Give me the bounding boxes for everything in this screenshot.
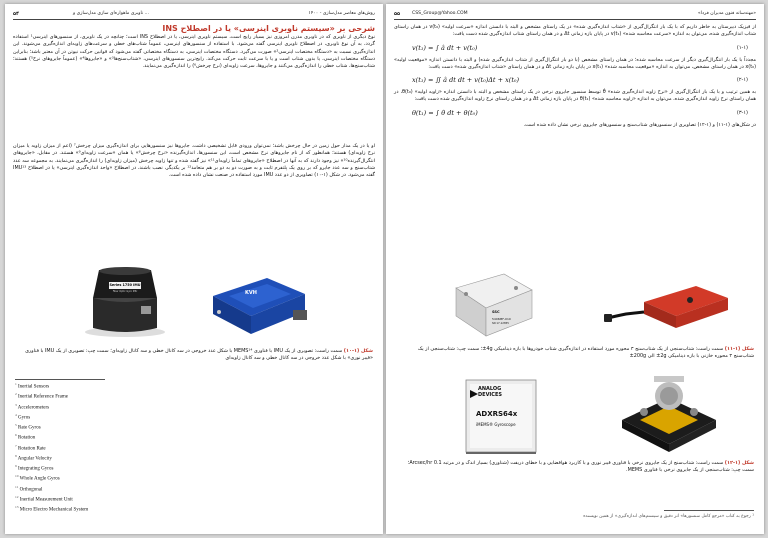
- right-header-email: CSS_Group@Yahoo.COM: [412, 11, 468, 16]
- footnote-text: Micro Electro Mechanical System: [18, 507, 89, 513]
- equation-3-formula: θ(t₁) = ∫ θ̇ dt + θ(t₀): [412, 108, 478, 117]
- figure-1-10-caption: [15, 348, 373, 362]
- gyro-mems-adxrs-image: [460, 376, 542, 456]
- equation-1: [394, 39, 756, 57]
- equation-2-number: (۲-۱): [736, 77, 748, 84]
- accel-model-label: 5406MF-010: [492, 317, 511, 321]
- figure-1-12-number: شکل (۱-۱۲): [724, 460, 754, 466]
- footnote-item: [15, 473, 88, 483]
- ins-paragraph-2: او یا در یک مدار حول زمین در حال چرخش باشد؛ نمی‌توان ورودی قابل تشخیصی داشت. جایروها نیز سنسورهایی برای اندازه‌گیری میزان چرخش⁷ (اعم از میزان زاویه یا میزان نرخ زاویه‌ای) هستند؛ همانطور که از نام جایروهای نرخ مشخص است، این سنسورها، اندازه‌گیرنده «نرخ چرخش⁸» یا همان «سرعت زاویه‌ای⁹» هستند. در مقابل، «جایروهای انتگرال‌گیرنده¹⁰» نیز وجود دارند که به آنها در اصطلاح «جایروهای تماماً زاویه‌ای¹¹» نیز گفته شده و تنها زاویه چرخش (میزان زاویه‌ای) را اندازه‌گیری می‌نمایند. به مجموعه سه عدد شتاب‌سنج و سه عدد جایرو که بر روی یک پلتفرم ثابت و به صورت دو به دو بر هم متعامد¹² بر یکدیگر، نصب باشند، در اصطلاح «واحد اندازه‌گیری اینرسی» یا در اصطلاح IMU¹³ گفته می‌شود. در شکل (۱-۱۰) تصاویری از دو عدد IMU مورد استفاده در صنعت نشان داده شده است.: [13, 143, 375, 179]
- footnote-text: Integrating Gyros: [16, 466, 54, 472]
- right-page-number: ۵۵: [394, 11, 401, 17]
- footnote-text: Rotation: [16, 435, 36, 441]
- footnote-text: Orthogonal: [18, 487, 43, 493]
- figures-intro-paragraph: در شکل‌های (۱-۱۱) و (۱-۱۲) تصاویری از سنسورهای شتاب‌سنج و سنسورهای جایروی نرخی نشان داده شده است.: [523, 121, 756, 128]
- footnote-number: 6: [15, 433, 17, 438]
- footnote-item: [15, 432, 88, 442]
- footnote-item: [15, 494, 88, 504]
- gyro-fiber-optic-image: [614, 372, 724, 460]
- left-header-right: روش‌های معاصر مدل‌سازی - ۱۴۰۰: [308, 11, 375, 16]
- footnote-item: [15, 381, 88, 391]
- imu-mems-kvh-image: [205, 266, 313, 340]
- figure-1-12-caption: [396, 460, 754, 474]
- ins-paragraph-1: نوع دیگری از ناوبری که در ناوبری مدرن امروزی نیز بسیار رایج است، سیستم ناوبری اینرسی، یا در اصطلاح INS است؛ چنانچه در یک ناوبری، از سنسورهای اینرسی¹ استفاده گردد، به آن نوع ناوبری، در اصطلاح ناوبری اینرسی گفته می‌شود. با استفاده از سنسورهای اینرسی، عموماً شتاب‌های خطی و سرعت‌های زاویه‌ای اندازه‌گیری می‌شوند. این اندازه‌گیری نسبت به «دستگاه مختصات اینرسی²» صورت می‌گیرد. دستگاه مختصات اینرسی، به دستگاه مختصاتی گفته می‌شود که قوانین حرکت نیوتن در آن معتبر باشد؛ بنابراین دستگاه مختصات اینرسی، یا بدون شتاب است و یا با سرعت ثابت حرکت می‌کند. رایج‌ترین سنسورهای اینرسی، «شتاب‌سنج‌ها³» و «جایروها⁴» (عموماً جایروهای نرخ⁵) هستند؛ شتاب‌سنج‌ها، شتاب خطی را اندازه‌گیری می‌کنند و جایروها، سرعت زاویه‌ای (نرخ چرخش⁶) را اندازه‌گیری می‌نمایند.: [13, 34, 375, 70]
- footnote-number: 5: [15, 423, 17, 427]
- equation-2: [394, 71, 756, 89]
- footnote-number: 1: [15, 382, 17, 386]
- accelerometer-capacitive-image: [446, 266, 538, 340]
- footnote-item: [15, 391, 88, 401]
- left-page-header: [13, 10, 375, 20]
- imu-fiber-optic-image: [79, 262, 171, 338]
- footnote-text: Inertial Reference Frame: [16, 394, 68, 400]
- footnote-number: 13: [15, 505, 19, 509]
- footnote-text: Inertial Measurement Unit: [18, 497, 73, 503]
- footnote-number: 8: [15, 453, 17, 458]
- imu1-sub-label: Fiber Optic Gyro IMU: [112, 290, 138, 293]
- accelerometer-automotive-image: [604, 276, 732, 336]
- footnote-item: [15, 402, 88, 412]
- footnote-item: [15, 412, 88, 422]
- footnote-number: 2: [15, 392, 17, 397]
- footnote-item: [15, 443, 88, 453]
- footnote-number: 12: [15, 494, 19, 499]
- footnote-text: Angular Velocity: [16, 456, 52, 462]
- imu1-brand-label: Series 1750 IMU: [109, 283, 141, 287]
- footnote-item: [15, 422, 88, 432]
- left-page: [5, 4, 383, 534]
- footnote-number: 9: [15, 464, 17, 468]
- figure-1-11-text: سمت راست: شتاب‌سنجی از یک شتاب‌سنج ۳ محوره مورد استفاده در اندازه‌گیری شتاب خودروها با بازه دینامیکی 4g±؛ سمت چپ: شتاب‌سنجی از یک شتاب‌سنج ۳ محوره خازنی با بازه دینامیکی 2g± الی 200g±: [417, 346, 754, 359]
- footnote-number: 3: [15, 402, 17, 407]
- figure-1-10-text: سمت راست: تصویری از یک IMU با فناوری MEMS¹⁴ با شکل عدد خروجی در سه کانال خطی و سه کانال زاویه‌ای؛ سمت چپ: تصویری از یک IMU با فناوری «فیبر نوری» با شکل عدد خروجی در سه کانال خطی و سه کانال زاویه‌ای: [25, 348, 373, 361]
- footnote-number: 4: [15, 412, 17, 417]
- velocity-paragraph: از فیزیک دبیرستان به خاطر داریم که با یک بار انتگرال‌گیری از «شتاب اندازه‌گیری شده» در یک راستای مشخص و البته با دانستن اندازه «سرعت اولیه» v(t₀) در همان راستای شتاب اندازه‌گیری شده، می‌توان به اندازه «سرعت محاسبه شده» v(t₁) در پایان بازه زمانی Δt و در همان راستای شتاب اندازه‌گیری شده دست یافت:: [394, 24, 756, 38]
- figure-1-11-number: شکل (۱-۱۱): [724, 346, 754, 352]
- right-header-right: «مهندسانه فنون مدیران فردا»: [697, 11, 756, 16]
- gyro-model-label: ADXRS64x: [476, 410, 518, 418]
- footnote-text: Inertial Sensors: [16, 384, 50, 390]
- figure-1-12-text: سمت راست: شتاب‌سنج از یک جایروی نرخی با فناوری فیبر نوری و با کاربرد هوافضایی و با خطای دریفت (شناوری) بسیار اندک و در مرتبه 0.1 Arcsec/hr؛ سمت چپ: شتاب‌سنجی از یک جایروی نرخی با فناوری MEMS.: [407, 460, 754, 473]
- angle-paragraph: به همین ترتیب و با یک بار انتگرال‌گیری از «نرخ زاویه اندازه‌گیری شده» θ̇ توسط سنسور جایروی نرخی در یک راستای مشخص و البته با دانستن اندازه «زاویه اولیه» θ(t₀)، در همان راستای نرخ زاویه اندازه‌گیری شده، می‌توان به اندازه «زاویه محاسبه شده» θ(t₁) در پایان بازه زمانی Δt و در همان راستای نرخ زاویه اندازه‌گیری شده دست یافت:: [394, 89, 756, 103]
- gyro-brand-line-2: DEVICES: [478, 392, 502, 398]
- right-footnote-divider: [664, 510, 754, 511]
- footnote-item: [15, 504, 88, 514]
- gyro-sub-label: iMEMS® Gyroscope: [476, 422, 516, 427]
- footnote-number: 11: [15, 484, 19, 489]
- left-header-title: ناوبری ماهواره‌ای سازی مدل‌سازی و ...: [73, 11, 149, 16]
- imu2-brand-label: KVH: [245, 290, 257, 296]
- position-paragraph: مجدداً با یک بار انتگرال‌گیری دیگر از سرعت محاسبه شده؛ در همان راستای مشخص (با دو بار انتگرال‌گیری از شتاب اندازه‌گیری شده) و البته با دانستن اندازه «موقعیت اولیه» x(t₀) در همان راستای مشخص، می‌توان به اندازه «موقعیت محاسبه شده» x(t₁) در پایان بازه زمانی Δt و در همان راستای «شتاب اندازه‌گیری شده» دست یافت:: [394, 56, 756, 70]
- left-page-number: ۵۴: [13, 11, 20, 17]
- equation-1-number: (۱-۱): [736, 44, 748, 51]
- section-title: شرحی بر «سیستم ناوبری اینرسی» یا در اصطلاح INS: [162, 24, 375, 33]
- footnote-text: Rotation Rate: [16, 446, 46, 452]
- equation-2-formula: x(t₁) = ∬ â dt dt + v(t₀)Δt + x(t₀): [412, 76, 520, 85]
- footnote-number: 7: [15, 443, 17, 448]
- equation-3-number: (۳-۱): [736, 109, 748, 116]
- footnote-item: [15, 453, 88, 463]
- footnote-item: [15, 463, 88, 473]
- footnote-text: Whole Angle Gyros: [18, 476, 60, 482]
- gyro-brand-line-1: ANALOG: [478, 386, 502, 392]
- accel-brand-label: SSC: [492, 310, 500, 314]
- figure-1-10-number: شکل (۱-۱۰): [343, 348, 373, 354]
- footnote-divider: [15, 379, 105, 380]
- right-page-header: [394, 10, 756, 20]
- footnote-number: 10: [15, 474, 19, 479]
- figure-1-11-caption: [396, 346, 754, 360]
- right-page: [386, 4, 764, 534]
- footnote-text: Accelerometers: [16, 405, 50, 411]
- footnotes-list: [15, 381, 88, 514]
- footnote-text: Rate Gyros: [16, 425, 41, 431]
- equation-3: [394, 104, 756, 122]
- right-footnote: ¹ رجوع به کتاب «مرجع کامل سنسورها» اثر دقیق و سیستم‌های اندازه‌گیری» از همین نویسنده: [583, 514, 754, 519]
- footnote-item: [15, 484, 88, 494]
- footnote-text: Gyros: [16, 415, 31, 421]
- accel-serial-label: SN 17-12855: [492, 322, 509, 325]
- equation-1-formula: v(t₁) = ∫ â dt + v(t₀): [412, 43, 478, 52]
